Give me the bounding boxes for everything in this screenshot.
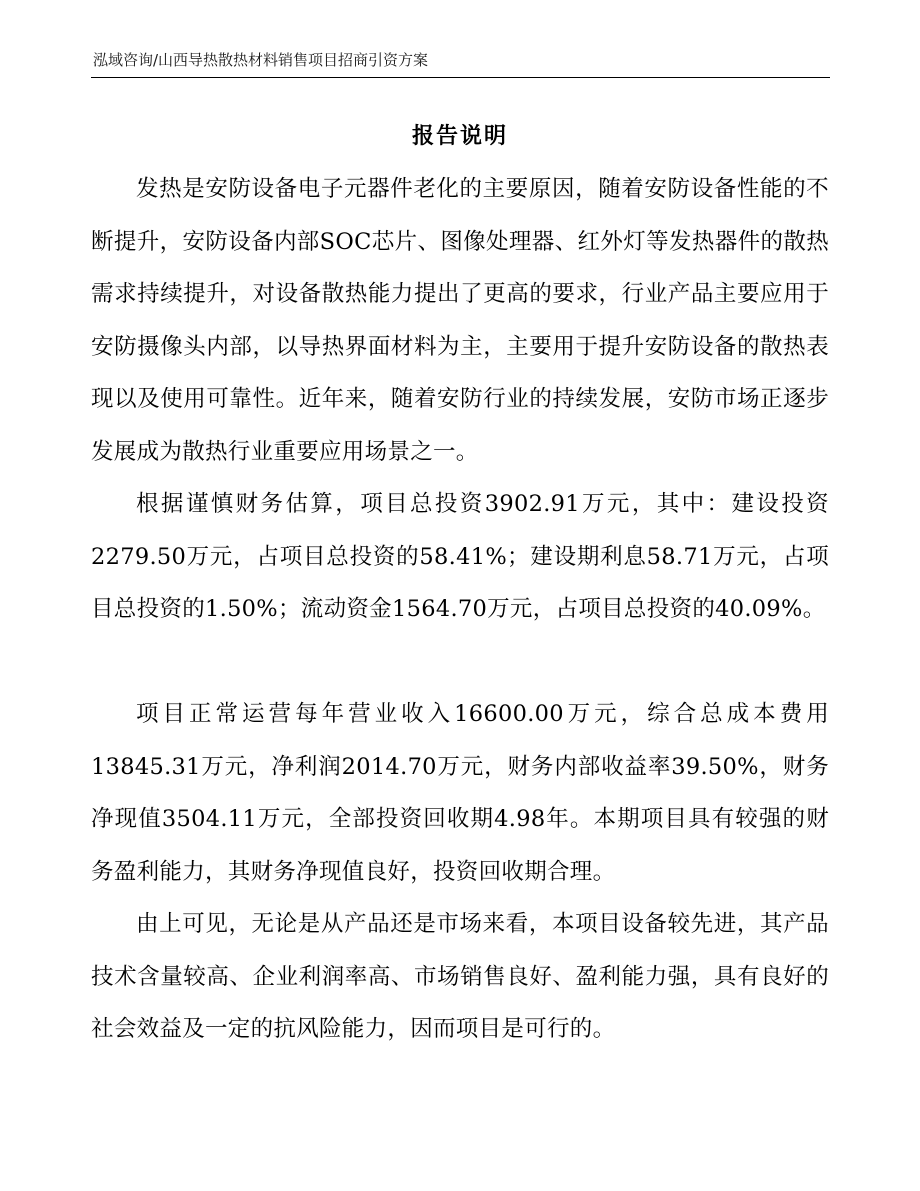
paragraph-conclusion: 由上可见，无论是从产品还是市场来看，本项目设备较先进，其产品技术含量较高、企业利润率高、市场销售良好、盈利能力强，具有良好的社会效益及一定的抗风险能力，因而项目是可行的。 bbox=[91, 911, 829, 1042]
paragraph-investment: 根据谨慎财务估算，项目总投资3902.91万元，其中：建设投资2279.50万元，占项目总投资的58.41%；建设期利息58.71万元，占项目总投资的1.50%；流动资金1564.70万元，占项目总投资的40.09%。 bbox=[91, 491, 829, 622]
header-divider bbox=[91, 77, 830, 78]
paragraph-financials: 项目正常运营每年营业收入16600.00万元，综合总成本费用13845.31万元，净利润2014.70万元，财务内部收益率39.50%，财务净现值3504.11万元，全部投资回收期4.98年。本期项目具有较强的财务盈利能力，其财务净现值良好，投资回收期合理。 bbox=[91, 701, 829, 885]
running-header: 泓域咨询/山西导热散热材料销售项目招商引资方案 bbox=[93, 51, 429, 69]
report-title: 报告说明 bbox=[411, 124, 508, 149]
paragraph-background: 发热是安防设备电子元器件老化的主要原因，随着安防设备性能的不断提升，安防设备内部SOC芯片、图像处理器、红外灯等发热器件的散热需求持续提升，对设备散热能力提出了更高的要求，行业产品主要应用于安防摄像头内部，以导热界面材料为主，主要用于提升安防设备的散热表现以及使用可靠性。近年来，随着安防行业的持续发展，安防市场正逐步发展成为散热行业重要应用场景之一。 bbox=[91, 176, 829, 465]
